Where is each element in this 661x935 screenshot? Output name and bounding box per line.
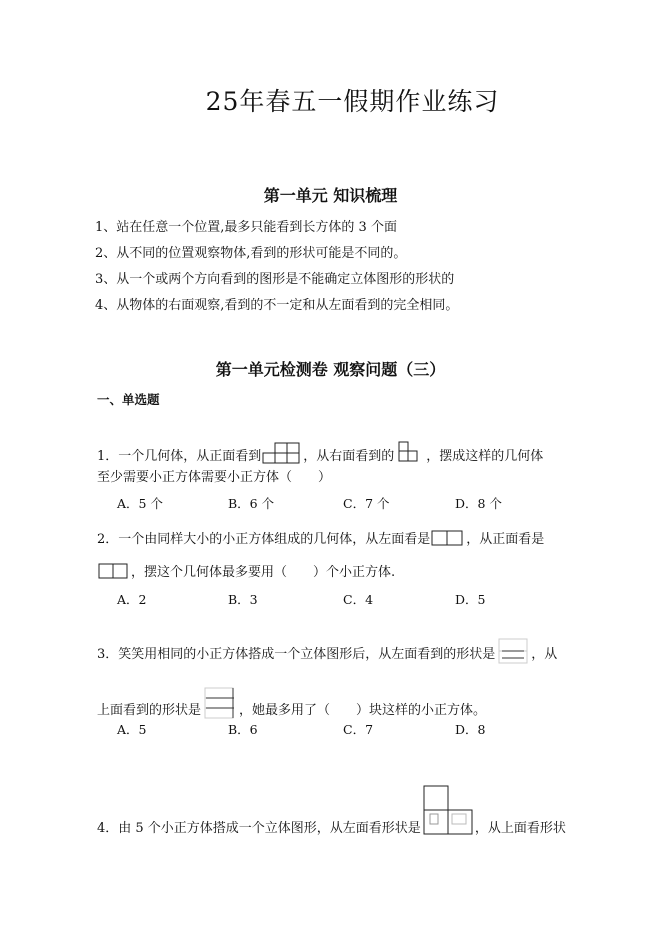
q1-option-d[interactable]: D．8 个 bbox=[455, 496, 502, 511]
left-view-figure bbox=[431, 529, 465, 547]
q2-option-c[interactable]: C．4 bbox=[343, 592, 374, 607]
q3-option-a[interactable]: A．5 bbox=[117, 722, 147, 737]
question-1-text-a: 1．一个几何体，从正面看到 bbox=[97, 449, 262, 464]
q1-option-b[interactable]: B．6 个 bbox=[228, 496, 275, 511]
question-1-text-c: ，摆成这样的几何体 bbox=[426, 449, 544, 464]
question-2-text-c: ，摆这个几何体最多要用（ ）个小正方体. bbox=[131, 565, 396, 580]
right-view-figure bbox=[395, 440, 425, 464]
q2-option-b[interactable]: B．3 bbox=[228, 592, 258, 607]
question-2-text-a: 2．一个由同样大小的小正方体组成的几何体，从左面看是 bbox=[97, 532, 431, 547]
knowledge-heading: 第一单元 知识梳理 bbox=[263, 186, 398, 205]
left-view-figure-3 bbox=[496, 636, 530, 666]
q1-option-c[interactable]: C．7 个 bbox=[343, 496, 390, 511]
left-view-figure-4 bbox=[422, 784, 474, 836]
knowledge-item-2: 2、从不同的位置观察物体,看到的形状可能是不同的。 bbox=[95, 246, 407, 261]
question-3-line-2 bbox=[97, 686, 486, 720]
front-view-figure-2 bbox=[98, 562, 130, 580]
knowledge-item-4: 4、从物体的右面观察,看到的不一定和从左面看到的完全相同。 bbox=[95, 298, 459, 313]
knowledge-item-3: 3、从一个或两个方向看到的图形是不能确定立体图形的形状的 bbox=[95, 272, 455, 287]
question-4-text-b: ，从上面看形状 bbox=[474, 821, 566, 836]
question-4-text-a: 4．由 5 个小正方体搭成一个立体图形，从左面看形状是 bbox=[97, 821, 421, 836]
q3-option-b[interactable]: B．6 bbox=[228, 722, 258, 737]
question-3-line-1 bbox=[97, 636, 557, 666]
q2-option-a[interactable]: A．2 bbox=[117, 592, 147, 607]
test-heading: 第一单元检测卷 观察问题（三） bbox=[215, 360, 446, 379]
page-title: 25年春五一假期作业练习 bbox=[205, 87, 500, 116]
q2-option-d[interactable]: D．5 bbox=[455, 592, 486, 607]
question-4-line-1 bbox=[97, 784, 566, 836]
front-view-figure bbox=[262, 442, 302, 464]
q3-option-c[interactable]: C．7 bbox=[343, 722, 374, 737]
question-2-line-1 bbox=[97, 528, 544, 547]
question-1-line-1 bbox=[97, 440, 543, 464]
question-3-text-d: ，她最多用了（ ）块这样的小正方体。 bbox=[239, 703, 487, 718]
question-2-line-2 bbox=[97, 561, 395, 580]
q3-option-d[interactable]: D．8 bbox=[455, 722, 486, 737]
question-3-text-b: ，从 bbox=[531, 647, 558, 662]
question-2-text-b: ，从正面看是 bbox=[466, 532, 545, 547]
knowledge-item-1: 1、站在任意一个位置,最多只能看到长方体的 3 个面 bbox=[95, 220, 397, 235]
question-1-text-b: ，从右面看到的 bbox=[303, 449, 395, 464]
q1-option-a[interactable]: A．5 个 bbox=[117, 496, 163, 511]
question-3-text-c: 上面看到的形状是 bbox=[97, 703, 202, 718]
question-3-text-a: 3．笑笑用相同的小正方体搭成一个立体图形后，从左面看到的形状是 bbox=[97, 647, 496, 662]
top-view-figure bbox=[202, 686, 238, 720]
section-title: 一、单选题 bbox=[97, 392, 160, 407]
question-1-line-2: 至少需要小正方体需要小正方体（ ） bbox=[97, 470, 332, 485]
